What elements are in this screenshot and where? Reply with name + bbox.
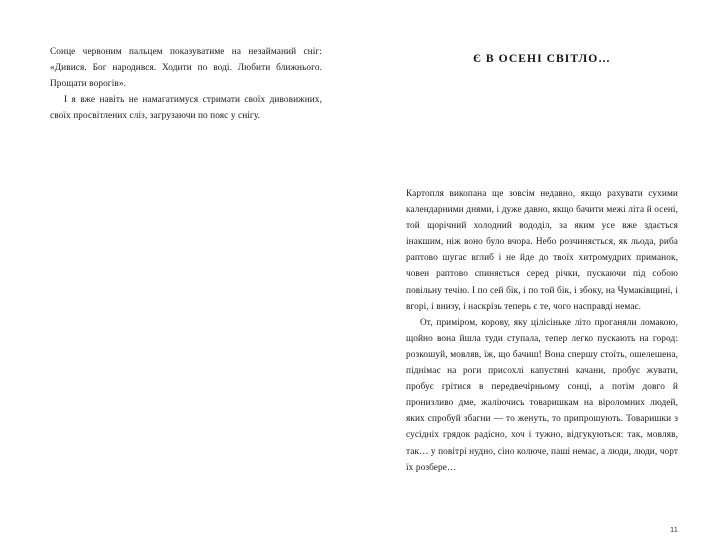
right-page bbox=[364, 0, 728, 560]
paragraph: Сонце червоним пальцем показуватиме на незайманий сніг: «Дивися. Бог народився. Ходити по воді. Любити ближнього. Прощати ворогів». bbox=[50, 47, 322, 90]
paragraph: Картопля викопана ще зовсім недавно, якщо рахувати сухими календарними днями, і дуже давно, якщо бачити межі літа й осені, той щорічний холодний вододіл, за яким усе вже здається інакшим, ніж воно було вчора. Небо розчиняється, як льода, риба раптово шугає вглиб і не йде до твоїх хитромудрих приманок, човен раптово спиняється серед річки, пускаючи під собою повільну течію. І по сей бік, і по той бік, і збоку, на Чумаківщині, і вгорі, і внизу, і наскрізь теперь є те, чого насправді немає. bbox=[406, 189, 678, 312]
right-page-text-block bbox=[406, 186, 678, 476]
paragraph: От, приміром, корову, яку цілісіньке літо проганяли ломакою, щойно вона йшла туди ступала, тепер легко пускають на город: розкошуй, мовляв, їж, що бачиш! Вона спершу стоїть, ошелешена, піднімає на роги присохлі капустяні качани, пробує жувати, пробує грітися в передвечірньому сонці, а потім довго й пронизливо дме, жаліючись товаришкам на віроломних людей, яких спробуй збагни — то женуть, то припрошують. Товаришки з сусідніх грядок радісно, хоч і тужно, відгукуються: так, мовляв, так… у повітрі нудно, сіно колюче, паші немає, а люди, люди, чорт їх розбере… bbox=[406, 317, 678, 473]
paragraph: І я вже навіть не намагатимуся стримати своїх дивовижних, своїх просвітлених сліз, загрузаючи по пояс у снігу. bbox=[50, 95, 322, 122]
chapter-title: Є В ОСЕНІ СВІТЛО… bbox=[473, 52, 611, 65]
left-page-text-block bbox=[50, 44, 322, 124]
page-number: 11 bbox=[670, 527, 678, 534]
